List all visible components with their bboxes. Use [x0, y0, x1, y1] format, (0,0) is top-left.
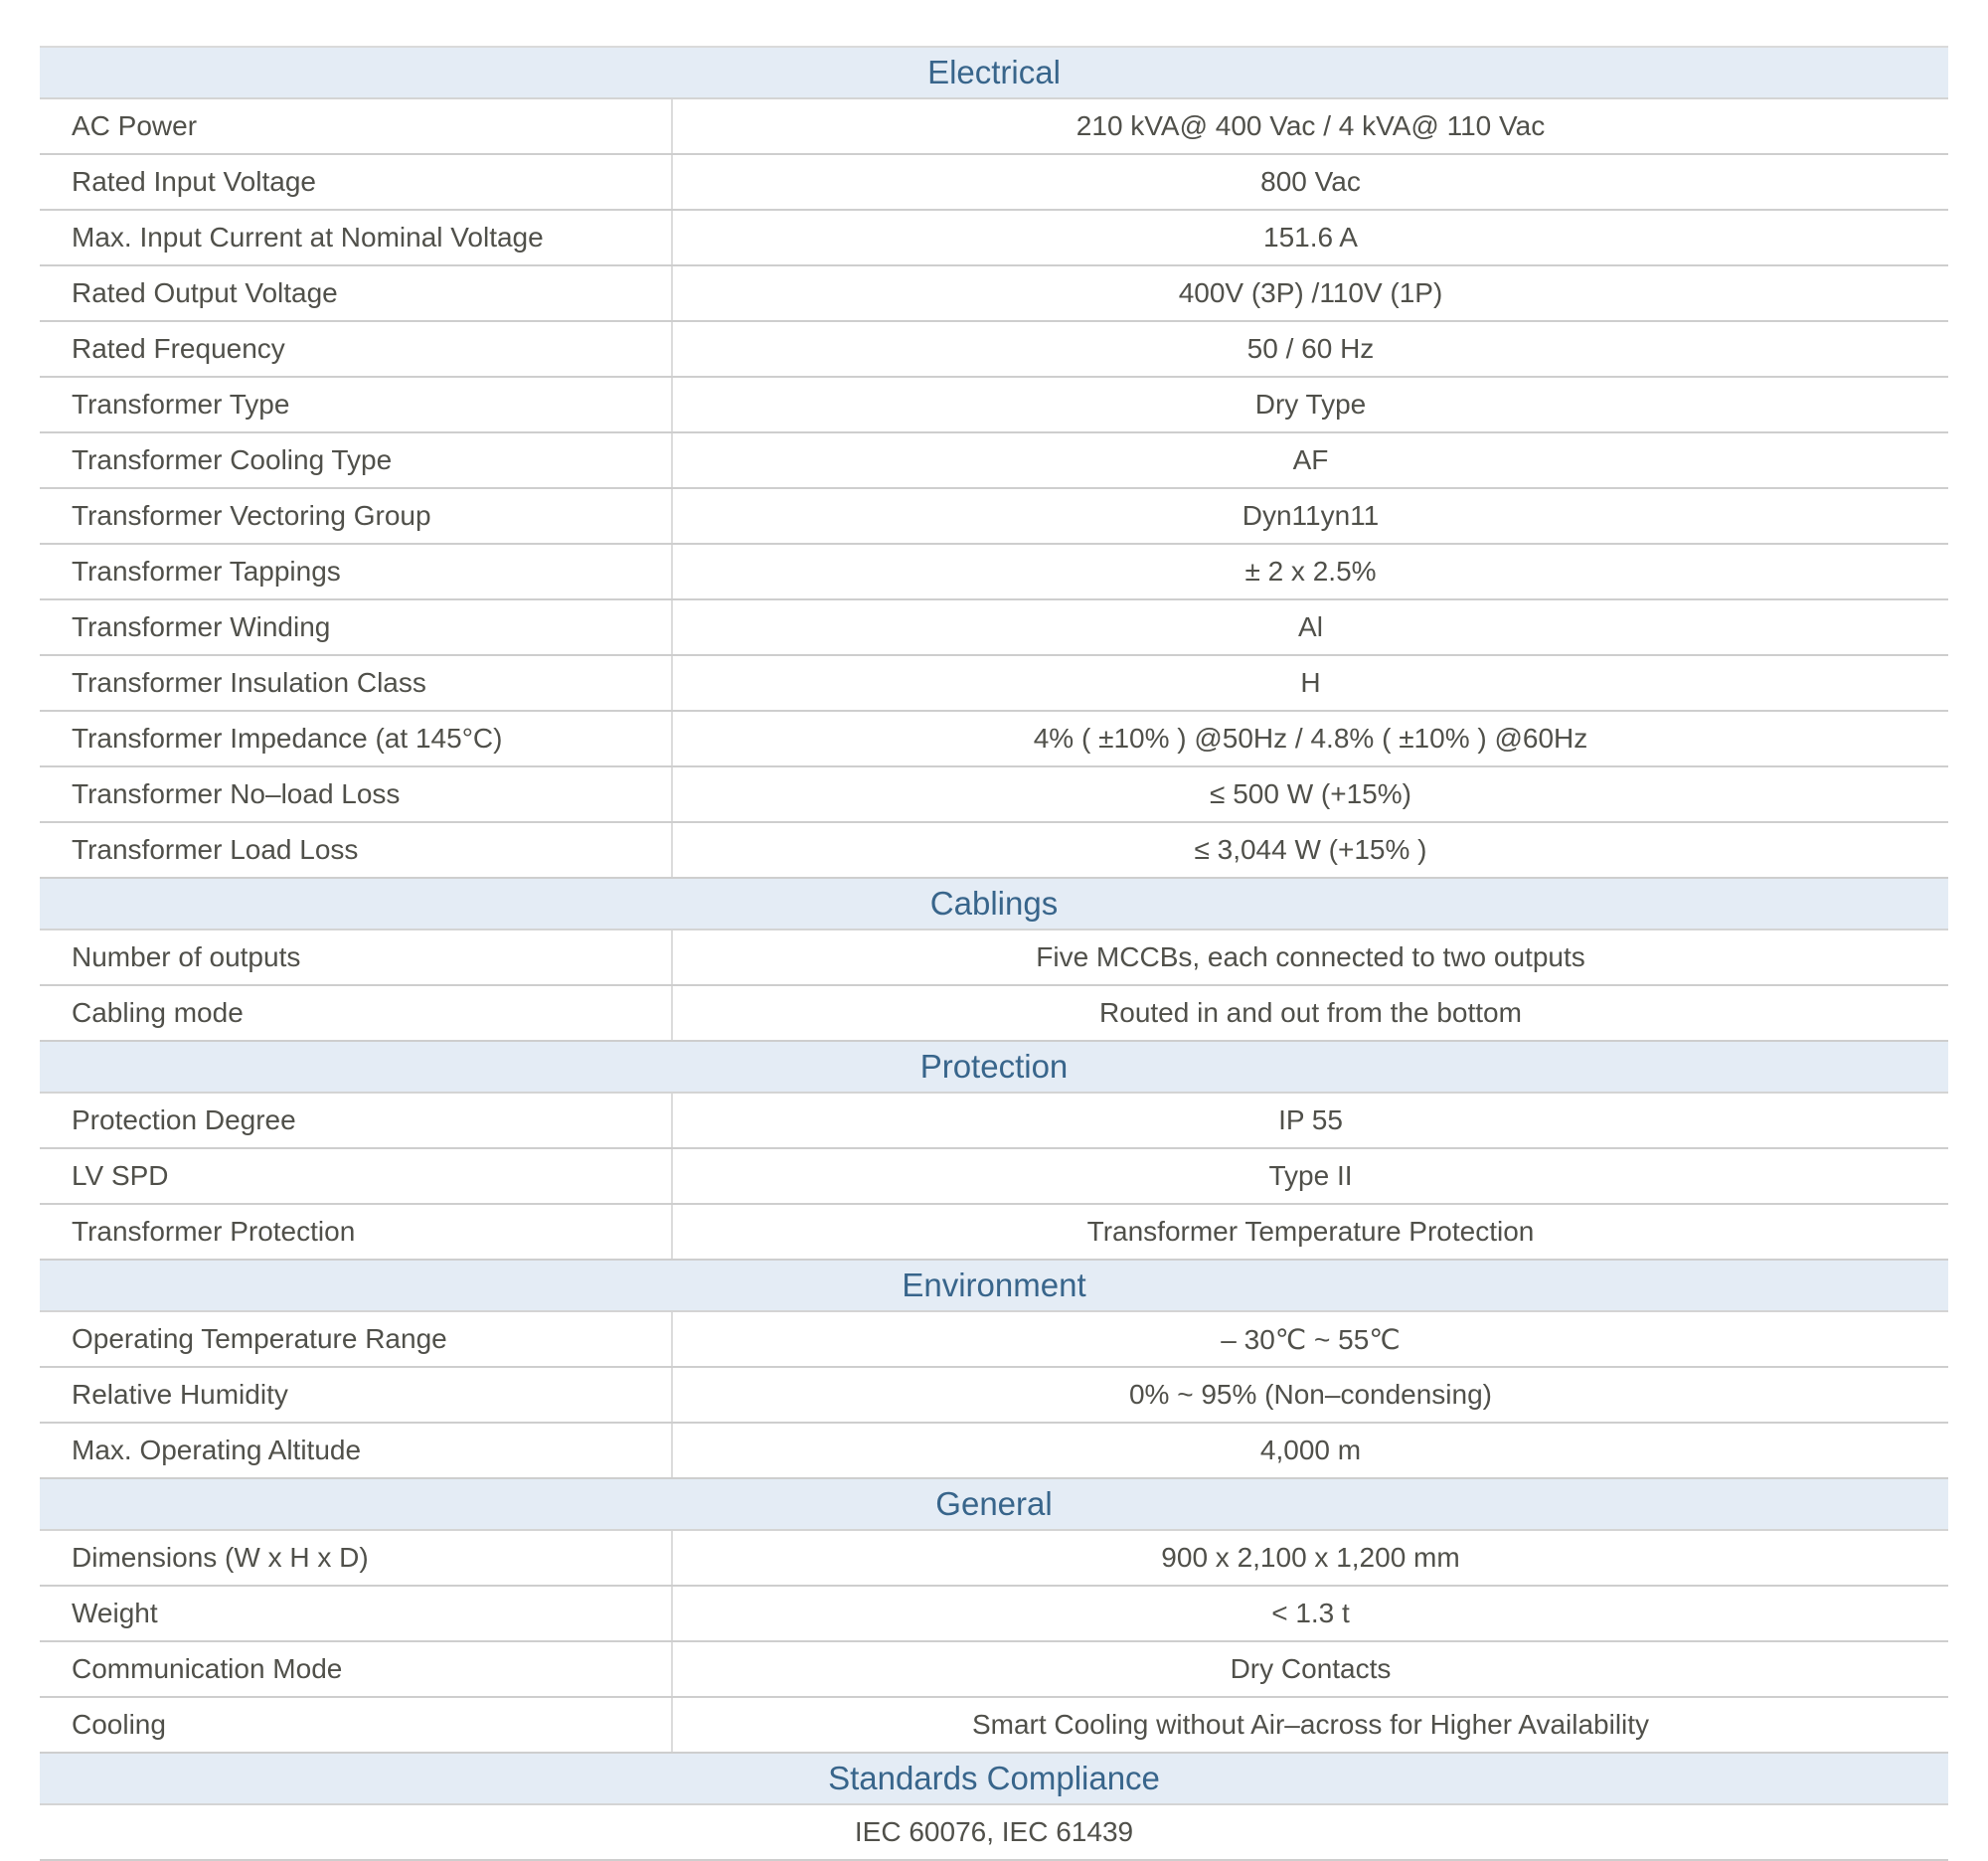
spec-label: Cooling	[40, 1698, 673, 1752]
table-row	[40, 322, 1948, 378]
spec-label: Transformer Tappings	[40, 545, 673, 598]
spec-label: Transformer Insulation Class	[40, 656, 673, 710]
table-row	[40, 930, 1948, 986]
table-row	[40, 1587, 1948, 1642]
table-row	[40, 1205, 1948, 1261]
table-row	[40, 99, 1948, 155]
spec-label: Transformer Winding	[40, 600, 673, 654]
spec-value: ≤ 3,044 W (+15% )	[1194, 834, 1427, 865]
section-title: Standards Compliance	[828, 1760, 1160, 1796]
spec-value: 400V (3P) /110V (1P)	[1178, 277, 1443, 308]
spec-value: Type II	[1268, 1160, 1353, 1191]
spec-label: Cabling mode	[40, 986, 673, 1040]
spec-value: Dyn11yn11	[1242, 500, 1380, 531]
spec-label: Rated Frequency	[40, 322, 673, 376]
table-row	[40, 155, 1948, 211]
spec-value: AF	[1292, 444, 1329, 475]
spec-label: Max. Input Current at Nominal Voltage	[40, 211, 673, 264]
section-header-general	[40, 1479, 1948, 1531]
section-header-cablings	[40, 879, 1948, 930]
section-header-standards-compliance	[40, 1754, 1948, 1805]
table-row	[40, 1642, 1948, 1698]
spec-label: Transformer Load Loss	[40, 823, 673, 877]
spec-value: 4% ( ±10% ) @50Hz / 4.8% ( ±10% ) @60Hz	[1033, 723, 1588, 754]
spec-label: Protection Degree	[40, 1094, 673, 1147]
table-row	[40, 545, 1948, 600]
table-row	[40, 1424, 1948, 1479]
section-title: Environment	[902, 1267, 1086, 1303]
spec-value: 900 x 2,100 x 1,200 mm	[1161, 1542, 1460, 1573]
spec-label: Transformer Vectoring Group	[40, 489, 673, 543]
table-row	[40, 767, 1948, 823]
table-row	[40, 378, 1948, 433]
spec-label: Transformer Cooling Type	[40, 433, 673, 487]
table-row	[40, 1094, 1948, 1149]
spec-label: Transformer Impedance (at 145°C)	[40, 712, 673, 765]
spec-value: 210 kVA@ 400 Vac / 4 kVA@ 110 Vac	[1076, 110, 1546, 141]
spec-label: Dimensions (W x H x D)	[40, 1531, 673, 1585]
spec-label: Rated Output Voltage	[40, 266, 673, 320]
spec-value: Transformer Temperature Protection	[1086, 1216, 1535, 1247]
spec-value: 151.6 A	[1263, 222, 1358, 253]
table-row	[40, 1149, 1948, 1205]
section-title: Cablings	[929, 885, 1059, 922]
spec-label: Transformer Type	[40, 378, 673, 431]
section-title: General	[935, 1485, 1053, 1522]
spec-label: Rated Input Voltage	[40, 155, 673, 209]
table-row	[40, 1698, 1948, 1754]
table-row	[40, 1531, 1948, 1587]
table-row	[40, 266, 1948, 322]
table-row	[40, 823, 1948, 879]
table-row	[40, 211, 1948, 266]
table-row	[40, 600, 1948, 656]
table-row	[40, 1312, 1948, 1368]
spec-value: Dry Contacts	[1230, 1653, 1392, 1684]
table-row	[40, 986, 1948, 1042]
spec-value: H	[1300, 667, 1321, 698]
section-header-environment	[40, 1261, 1948, 1312]
spec-label: AC Power	[40, 99, 673, 153]
spec-label: Communication Mode	[40, 1642, 673, 1696]
spec-value: Routed in and out from the bottom	[1099, 997, 1522, 1028]
spec-value: Dry Type	[1254, 389, 1367, 420]
spec-label: Max. Operating Altitude	[40, 1424, 673, 1477]
spec-value: ± 2 x 2.5%	[1244, 556, 1377, 587]
spec-value: 50 / 60 Hz	[1246, 333, 1375, 364]
spec-value: Al	[1298, 611, 1323, 642]
spec-value: 800 Vac	[1260, 166, 1361, 197]
spec-value: < 1.3 t	[1271, 1598, 1350, 1628]
spec-value: Five MCCBs, each connected to two outputs	[1036, 941, 1585, 972]
spec-label: Operating Temperature Range	[40, 1312, 673, 1366]
table-row	[40, 1368, 1948, 1424]
section-title: Electrical	[927, 54, 1061, 90]
table-row	[40, 489, 1948, 545]
section-title: Protection	[919, 1048, 1069, 1085]
section-header-protection	[40, 1042, 1948, 1094]
table-row	[40, 656, 1948, 712]
spec-label: Transformer No–load Loss	[40, 767, 673, 821]
spec-label: LV SPD	[40, 1149, 673, 1203]
table-row	[40, 433, 1948, 489]
spec-label: Transformer Protection	[40, 1205, 673, 1259]
spec-value: IP 55	[1278, 1104, 1343, 1135]
spec-value: 0% ~ 95% (Non–condensing)	[1128, 1379, 1492, 1410]
spec-value: 4,000 m	[1259, 1435, 1362, 1465]
spec-label: Number of outputs	[40, 930, 673, 984]
spec-value: – 30℃ ~ 55℃	[1221, 1323, 1401, 1355]
section-header-electrical	[40, 48, 1948, 99]
spec-label: Relative Humidity	[40, 1368, 673, 1422]
spec-value: Smart Cooling without Air–across for Higher Availability	[971, 1709, 1650, 1740]
spec-value: ≤ 500 W (+15%)	[1210, 778, 1411, 809]
spec-label: Weight	[40, 1587, 673, 1640]
standards-compliance-value: IEC 60076, IEC 61439	[40, 1805, 1948, 1861]
spec-table	[40, 46, 1948, 1861]
table-row	[40, 712, 1948, 767]
